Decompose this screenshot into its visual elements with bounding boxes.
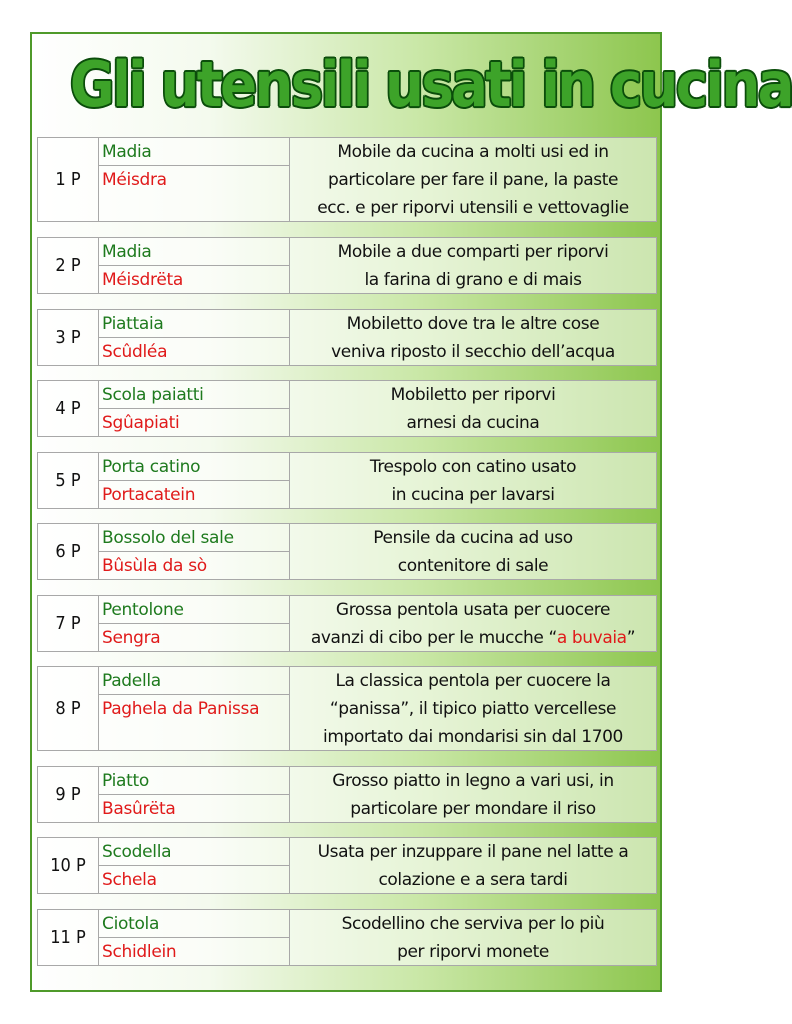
- description-line: per riporvi monete: [397, 942, 549, 962]
- page-title: Gli utensili usati in cucina: [69, 48, 792, 121]
- italian-name: Piattaia: [99, 310, 289, 338]
- description-line: arnesi da cucina: [406, 413, 540, 433]
- description-line: in cucina per lavarsi: [391, 485, 555, 505]
- item-names: [99, 381, 290, 436]
- item-number: 6 P: [38, 524, 99, 579]
- dialect-name: Portacatein: [102, 485, 196, 505]
- list-item: [37, 237, 657, 294]
- list-item: [37, 766, 657, 823]
- description-line: Scodellino che serviva per lo più: [341, 914, 605, 934]
- italian-name: Madia: [99, 238, 289, 266]
- description-text: ”: [626, 628, 636, 648]
- italian-name: Ciotola: [99, 910, 289, 938]
- item-number: 1 P: [38, 138, 99, 221]
- dialect-name: Paghela da Panissa: [102, 699, 260, 719]
- dialect-term: a buvaia: [556, 628, 627, 648]
- description-line: “panissa”, il tipico piatto vercellese: [329, 699, 617, 719]
- description-line: Usata per inzuppare il pane nel latte a: [317, 842, 629, 862]
- item-number: 5 P: [38, 453, 99, 508]
- description-line: importato dai mondarisi sin dal 1700: [323, 727, 623, 747]
- item-names: [99, 453, 290, 508]
- description-line: contenitore di sale: [397, 556, 549, 576]
- list-item: [37, 309, 657, 366]
- item-number: 11 P: [38, 910, 99, 965]
- item-names: [99, 596, 290, 651]
- item-names: [99, 767, 290, 822]
- item-number: 7 P: [38, 596, 99, 651]
- description-line: Grosso piatto in legno a vari usi, in: [332, 771, 614, 791]
- dialect-name: Scûdléa: [102, 342, 168, 362]
- item-description: [290, 838, 656, 893]
- dialect-name: Sengra: [102, 628, 161, 648]
- item-number: 8 P: [38, 667, 99, 750]
- description-line: Mobiletto per riporvi: [390, 385, 556, 405]
- item-names: [99, 310, 290, 365]
- dialect-name: Schela: [102, 870, 157, 890]
- list-item: [37, 666, 657, 751]
- item-names: [99, 667, 290, 750]
- description-line: particolare per fare il pane, la paste: [327, 170, 619, 190]
- item-description: [290, 138, 656, 221]
- list-item: [37, 837, 657, 894]
- italian-name: Pentolone: [99, 596, 289, 624]
- item-number: 9 P: [38, 767, 99, 822]
- item-description: [290, 453, 656, 508]
- description-line: colazione e a sera tardi: [378, 870, 568, 890]
- description-line: Mobile da cucina a molti usi ed in: [337, 142, 609, 162]
- description-line: Mobile a due comparti per riporvi: [337, 242, 609, 262]
- dialect-name: Basûrëta: [102, 799, 176, 819]
- description-line: particolare per mondare il riso: [350, 799, 596, 819]
- description-line: Grossa pentola usata per cuocere: [335, 600, 611, 620]
- italian-name: Padella: [99, 667, 289, 695]
- item-description: [290, 910, 656, 965]
- italian-name: Scola paiatti: [99, 381, 289, 409]
- item-names: [99, 838, 290, 893]
- description-text: avanzi di cibo per le mucche “: [310, 628, 557, 648]
- list-item: [37, 137, 657, 222]
- item-description: [290, 596, 656, 651]
- item-number: 3 P: [38, 310, 99, 365]
- dialect-name: Méisdrëta: [102, 270, 183, 290]
- item-description: [290, 381, 656, 436]
- italian-name: Scodella: [99, 838, 289, 866]
- italian-name: Porta catino: [99, 453, 289, 481]
- item-description: [290, 238, 656, 293]
- description-line: Mobiletto dove tra le altre cose: [346, 314, 600, 334]
- italian-name: Bossolo del sale: [99, 524, 289, 552]
- item-names: [99, 138, 290, 221]
- item-number: 10 P: [38, 838, 99, 893]
- item-description: [290, 667, 656, 750]
- description-line: ecc. e per riporvi utensili e vettovaglie: [317, 198, 629, 218]
- list-item: [37, 523, 657, 580]
- item-number: 4 P: [38, 381, 99, 436]
- description-line: [311, 624, 635, 652]
- dialect-name: Sgûapiati: [102, 413, 180, 433]
- item-description: [290, 767, 656, 822]
- italian-name: Madia: [99, 138, 289, 166]
- dialect-name: Méisdra: [102, 170, 167, 190]
- item-names: [99, 910, 290, 965]
- description-line: veniva riposto il secchio dell’acqua: [331, 342, 615, 362]
- list-item: [37, 595, 657, 652]
- description-line: La classica pentola per cuocere la: [335, 671, 611, 691]
- description-line: Pensile da cucina ad uso: [373, 528, 573, 548]
- dialect-name: Schidlein: [102, 942, 177, 962]
- italian-name: Piatto: [99, 767, 289, 795]
- item-description: [290, 310, 656, 365]
- item-description: [290, 524, 656, 579]
- list-item: [37, 452, 657, 509]
- dialect-name: Bûsùla da sò: [102, 556, 207, 576]
- item-number: 2 P: [38, 238, 99, 293]
- item-names: [99, 524, 290, 579]
- description-line: Trespolo con catino usato: [369, 457, 577, 477]
- list-item: [37, 380, 657, 437]
- list-item: [37, 909, 657, 966]
- description-line: la farina di grano e di mais: [364, 270, 582, 290]
- item-names: [99, 238, 290, 293]
